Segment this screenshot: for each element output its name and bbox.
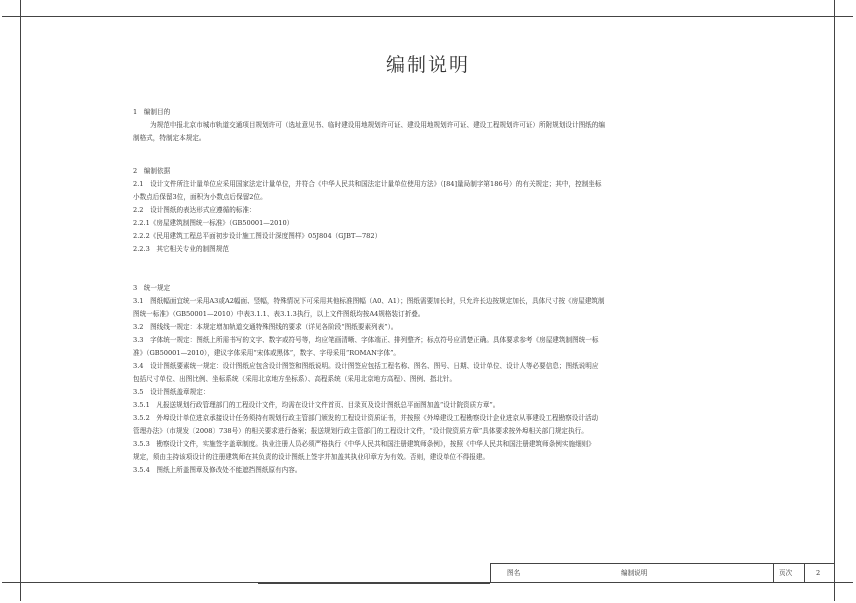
page-number: 2 <box>816 569 821 577</box>
paragraph-line: 3.5.4 图纸上所盖图章及修改处不能遮挡图纸原有内容。 <box>133 466 302 474</box>
paragraph-line: 3.5 设计图纸盖章规定： <box>133 388 210 396</box>
paragraph-line: 2.2.3 其它相关专业的制图规范 <box>133 245 229 253</box>
page-title: 编制说明 <box>385 54 470 76</box>
bottom-border-stub <box>258 583 490 584</box>
title-block-divider <box>773 564 774 583</box>
title-block <box>490 563 835 583</box>
paragraph-line: 管理办法》（市规发〔2008〕738号）的相关要求进行备案；报送规划行政主管部门的工程设计文件，“设计院资质方章”具体要求按外埠相关部门规定执行。 <box>133 427 588 435</box>
frame-tick <box>835 16 853 17</box>
paragraph-line: 3.5.3 勘察设计文件，实施签字盖章制度。执业注册人员必须严格执行《中华人民共和国注册建筑师条例》，按照《中华人民共和国注册建筑师条例实施细则》 <box>133 440 595 448</box>
paragraph-line: 3.3 字体统一规定：图纸上所需书写的文字、数字或符号等，均应笔画清晰、字体端正、排列整齐；标点符号应清楚正确。具体要求参考《房屋建筑制图统一标 <box>133 336 599 344</box>
paragraph-line: 规定，须由主持该项设计的注册建筑师在其负责的设计图纸上签字并加盖其执业印章方为有效。否则，建设单位不得报建。 <box>133 453 490 461</box>
paragraph-line: 3.1 图纸幅面宜统一采用A3或A2幅面、竖幅，特殊情况下可采用其他标准图幅（A0、A1）；图纸需要加长时，只允许长边按规定加长，具体尺寸按《房屋建筑制 <box>133 297 605 305</box>
paragraph-line: 2.2.1《房屋建筑制图统一标准》（GB50001—2010） <box>133 219 294 227</box>
frame-tick <box>834 583 835 601</box>
frame-tick <box>835 582 853 583</box>
document-body <box>133 106 773 477</box>
frame-tick <box>20 0 21 16</box>
paragraph-line: 图统一标准》（GB50001—2010）中表3.1.1、表3.1.3执行，以上文件图纸均按A4规格装订折叠。 <box>133 310 425 318</box>
paragraph-line: 小数点后保留3位，面积为小数点后保留2位。 <box>133 193 267 201</box>
paragraph-line: 制格式，特制定本规定。 <box>133 134 206 142</box>
paragraph-line: 3.5.1 凡报送规划行政管理部门的工程设计文件，均需在设计文件首页、目录页及设计图纸总平面图加盖“设计院资质方章”。 <box>133 401 500 409</box>
drawing-name-label: 图名 <box>507 569 521 577</box>
drawing-name-value: 编制说明 <box>621 569 648 577</box>
paragraph-line: 为规范申报北京市城市轨道交通项目规划许可（选址意见书、临时建设用地规划许可证、建设用地规划许可证、建设工程规划许可证）所附规划设计图纸的编 <box>150 121 605 129</box>
paragraph-line: 2.2 设计图纸的表达形式应遵循的标准： <box>133 206 256 214</box>
frame-tick <box>20 583 21 601</box>
section-heading: 3 统一规定 <box>133 284 171 292</box>
frame-tick <box>2 16 20 17</box>
paragraph-line: 包括尺寸单位、出图比例、坐标系统（采用北京地方坐标系）、高程系统（采用北京地方高程）、图例、指北针。 <box>133 375 457 383</box>
page-label: 页次 <box>779 569 793 577</box>
frame-tick <box>2 582 20 583</box>
section-heading: 2 编制依据 <box>133 167 171 175</box>
paragraph-line: 3.5.2 外埠设计单位进京承接设计任务须持有规划行政主管部门颁发的工程设计资质证书，并按照《外埠建设工程勘察设计企业进京从事建设工程勘察设计活动 <box>133 414 599 422</box>
frame-tick <box>834 0 835 16</box>
paragraph-line: 2.2.2《民用建筑工程总平面初步设计施工图设计深度图样》05J804（GJBT—782） <box>133 232 382 240</box>
paragraph-line: 2.1 设计文件所注计量单位应采用国家法定计量单位，并符合《中华人民共和国法定计量单位使用方法》（[84]量局制字第186号）的有关规定；其中，控制坐标 <box>133 180 602 188</box>
section-heading: 1 编制目的 <box>133 108 171 116</box>
paragraph-line: 3.2 图线线一规定：本规定增加轨道交通特殊图线的要求（详见各阶段“图纸要素列表”）。 <box>133 323 398 331</box>
paragraph-line: 3.4 设计图纸要素统一规定：设计图纸应包含设计图签和图纸说明。设计图签应包括工程名称、图名、图号、日期、设计单位、设计人等必要信息；图纸说明应 <box>133 362 599 370</box>
paragraph-line: 准》（GB50001—2010），建议字体采用“宋体或黑体”，数字、字母采用“ROMAN字体”。 <box>133 349 401 357</box>
title-block-divider <box>804 564 805 583</box>
